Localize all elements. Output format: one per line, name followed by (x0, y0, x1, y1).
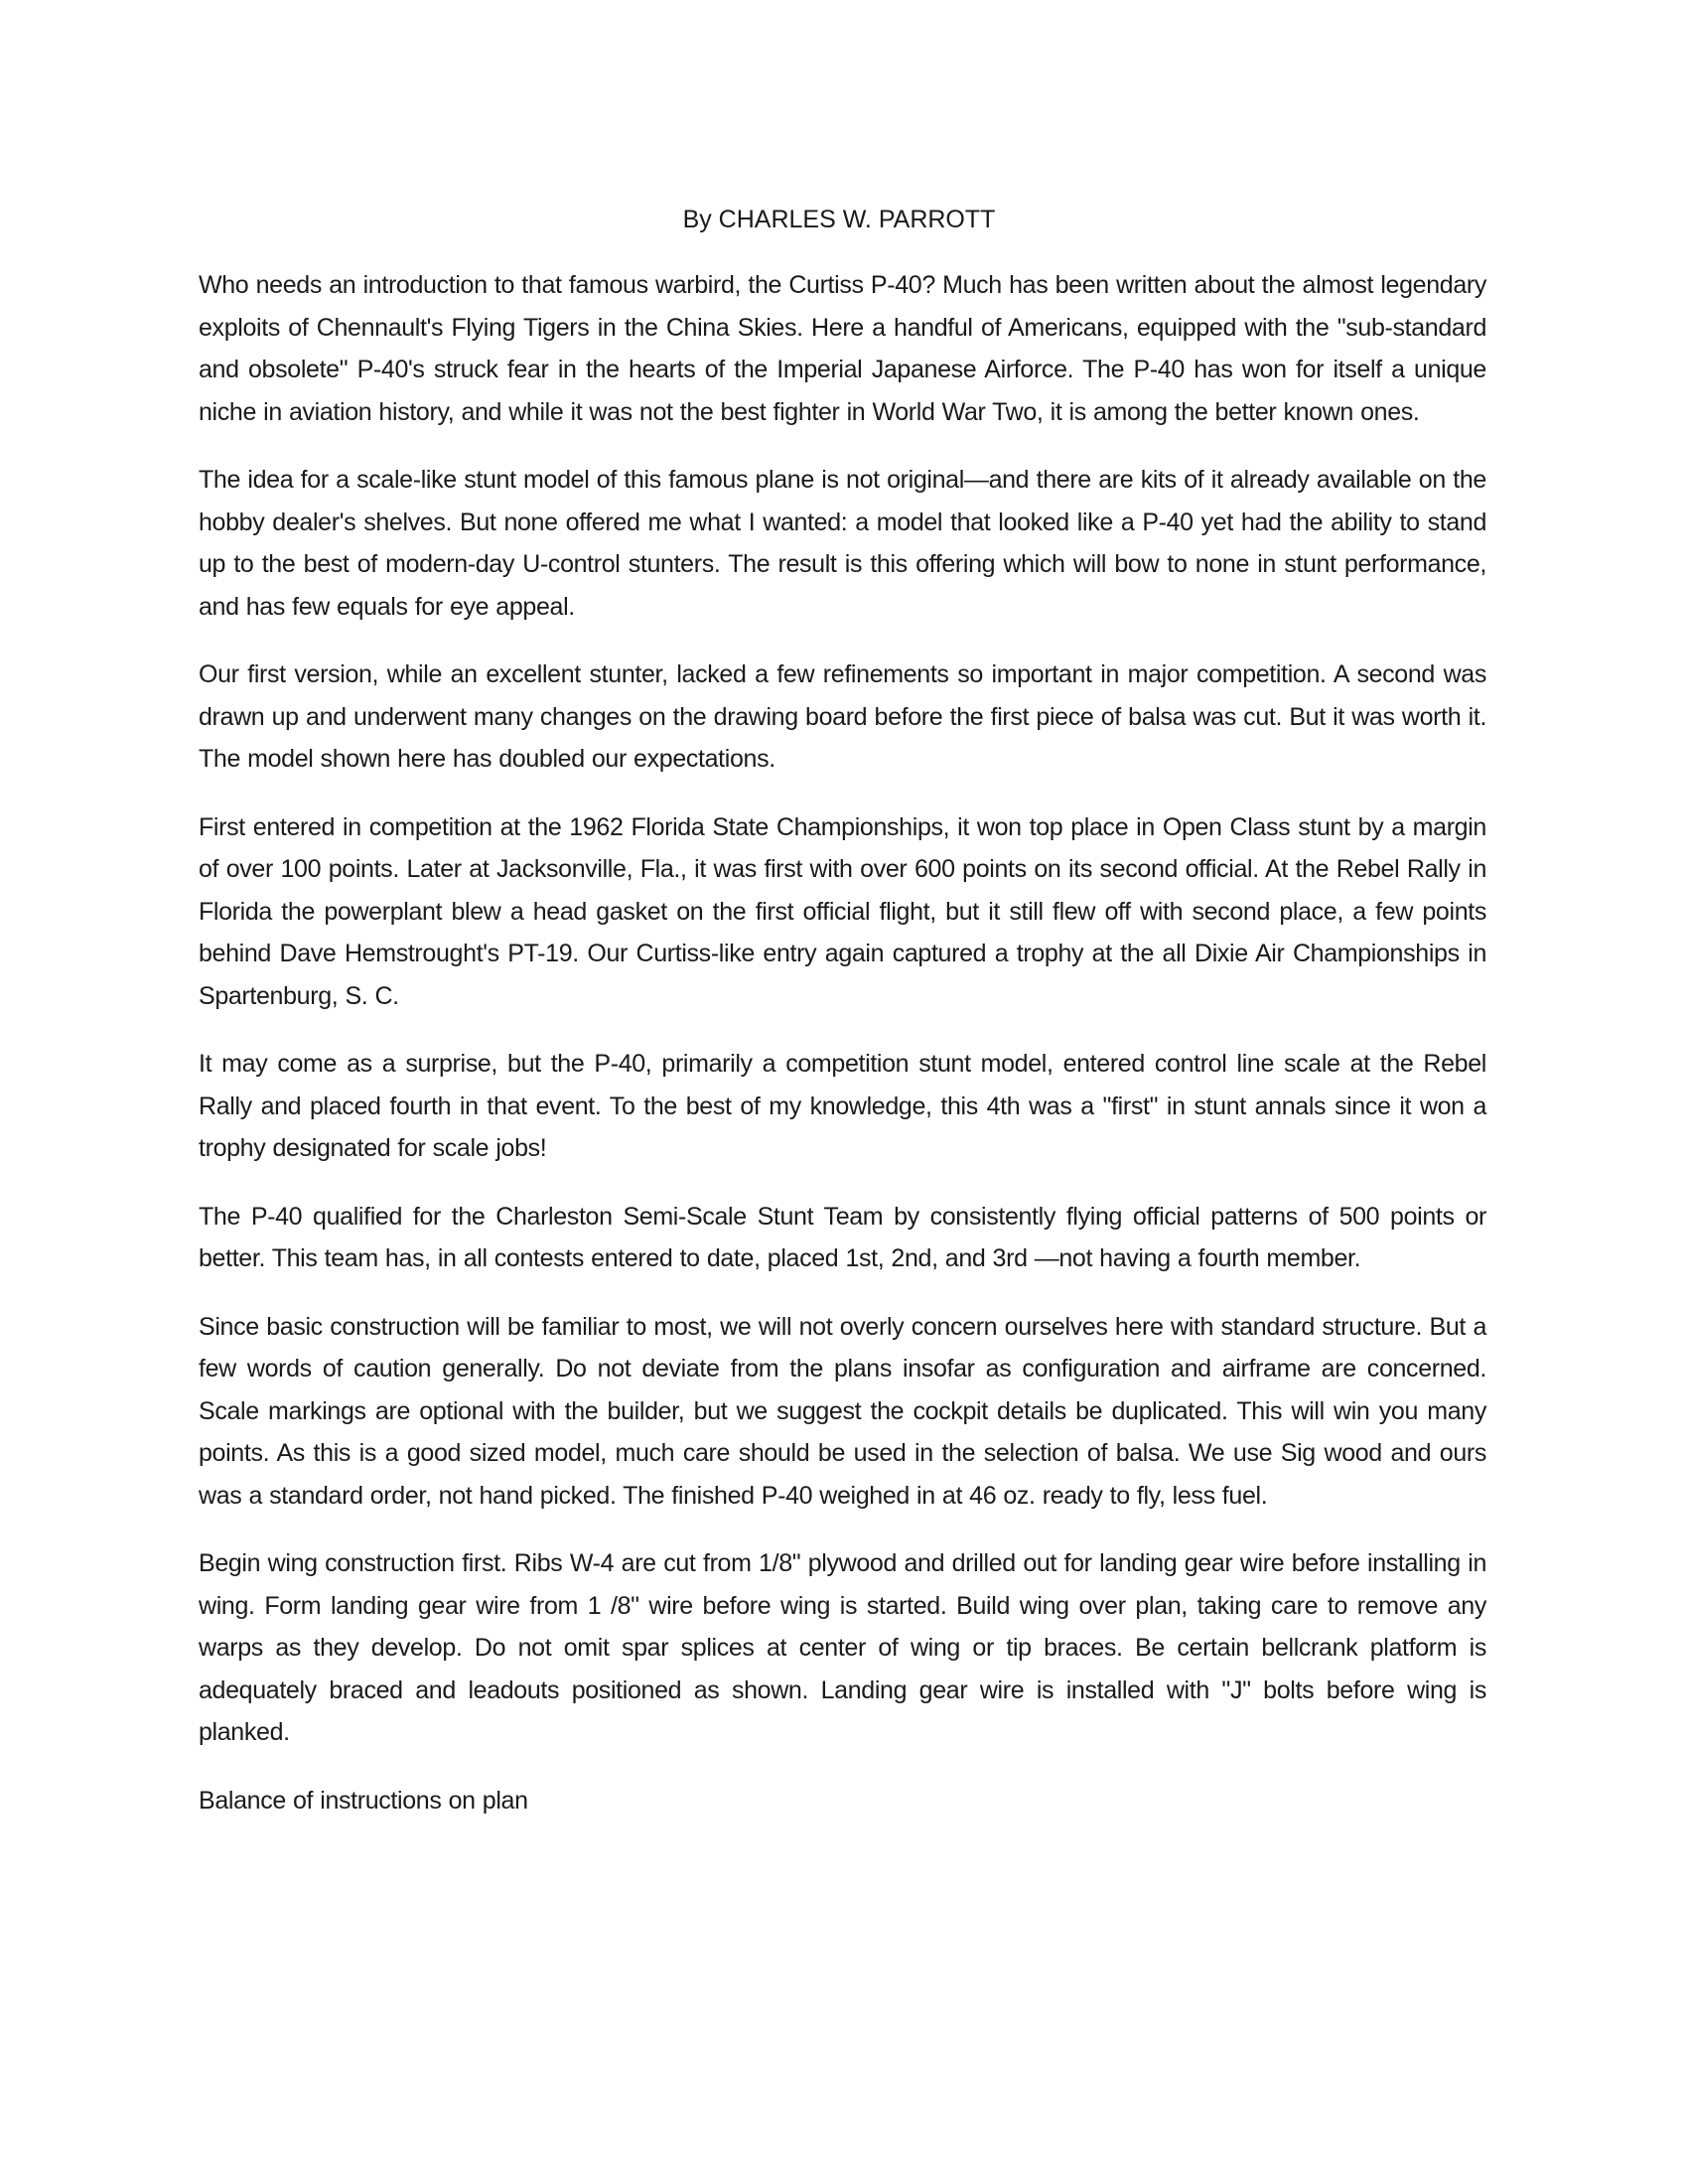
paragraph-scale-event: It may come as a surprise, but the P-40, primarily a competition stunt model, entered control line scale at the Rebel Rally and placed fourth in that event. To the best of my knowledge, this 4th was a "first" in stunt annals since it won a trophy designated for scale jobs! (199, 1050, 1486, 1162)
paragraph-introduction: Who needs an introduction to that famous warbird, the Curtiss P-40? Much has been written about the almost legendary exploits of Chennault's Flying Tigers in the China Skies. Here a handful of Americans, equipped with the "sub-standard and obsolete" P-40's struck fear in the hearts of the Imperial Japanese Airforce. The P-40 has won for itself a unique niche in aviation history, and while it was not the best fighter in World War Two, it is among the better known ones. (199, 271, 1486, 426)
closing-note: Balance of instructions on plan (199, 1786, 528, 1815)
paragraph-construction-notes: Since basic construction will be familiar to most, we will not overly concern ourselves here with standard structure. But a few words of caution generally. Do not deviate from the plans insofar as configuration and airframe are concerned. Scale markings are optional with the builder, but we suggest the cockpit details be duplicated. This will win you many points. As this is a good sized model, much care should be used in the selection of balsa. We use Sig wood and ours was a standard order, not hand picked. The finished P-40 weighed in at 46 oz. ready to fly, less fuel. (199, 1312, 1486, 1510)
article-body (199, 264, 1486, 1847)
byline: By CHARLES W. PARROTT (682, 206, 996, 233)
paragraph-competition-history: First entered in competition at the 1962 Florida State Championships, it won top place in Open Class stunt by a margin of over 100 points. Later at Jacksonville, Fla., it was first with over 600 points on its second official. At the Rebel Rally in Florida the powerplant blew a head gasket on the first official flight, but it still flew off with second place, a few points behind Dave Hemstrought's PT-19. Our Curtiss-like entry again captured a trophy at the all Dixie Air Championships in Spartenburg, S. C. (199, 812, 1486, 1010)
paragraph-first-version: Our first version, while an excellent stunter, lacked a few refinements so important in major competition. A second was drawn up and underwent many changes on the drawing board before the first piece of balsa was cut. But it was worth it. The model shown here has doubled our expectations. (199, 660, 1486, 773)
paragraph-wing-construction: Begin wing construction first. Ribs W-4 are cut from 1/8" plywood and drilled out for landing gear wire before installing in wing. Form landing gear wire from 1 /8" wire before wing is started. Build wing over plan, taking care to remove any warps as they develop. Do not omit spar splices at center of wing or tip braces. Be certain bellcrank platform is adequately braced and leadouts positioned as shown. Landing gear wire is installed with "J" bolts before wing is planked. (199, 1549, 1486, 1746)
paragraph-design-idea: The idea for a scale-like stunt model of this famous plane is not original—and there are kits of it already available on the hobby dealer's shelves. But none offered me what I wanted: a model that looked like a P-40 yet had the ability to stand up to the best of modern-day U-control stunters. The result is this offering which will bow to none in stunt performance, and has few equals for eye appeal. (199, 466, 1486, 621)
paragraph-stunt-team: The P-40 qualified for the Charleston Semi-Scale Stunt Team by consistently flying official patterns of 500 points or better. This team has, in all contests entered to date, placed 1st, 2nd, and 3rd —not having a fourth member. (199, 1202, 1486, 1272)
